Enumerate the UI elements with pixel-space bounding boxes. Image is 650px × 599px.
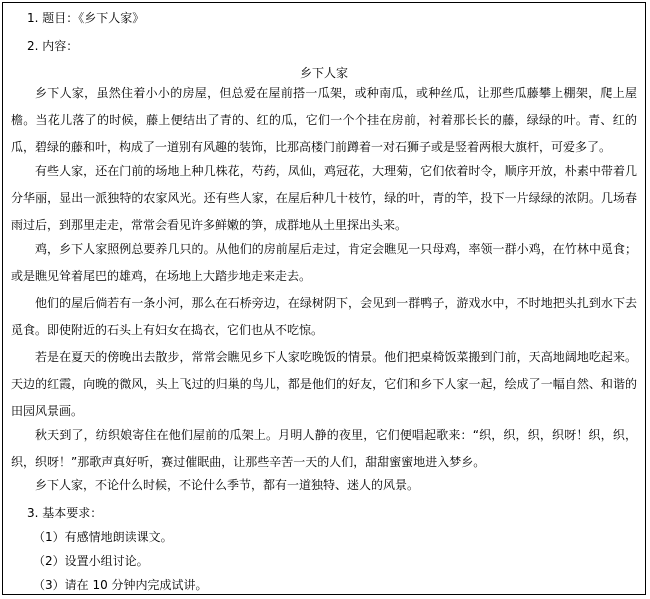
paragraph-4: 他们的屋后倘若有一条小河，那么在石桥旁边，在绿树阴下，会见到一群鸭子，游戏水中，不时地把头扎到水下去觅食。即使附近的石头上有妇女在捣衣，它们也从不吃惊。 xyxy=(11,296,637,338)
document-frame xyxy=(2,2,646,595)
paragraph-6: 秋天到了，纺织娘寄住在他们屋前的瓜架上。月明人静的夜里，它们便唱起歌来：“织，织，织，织呀！织，织，织，织呀！”那歌声真好听，赛过催眠曲，让那些辛苦一天的人们，甜甜蜜蜜地进入梦乡。 xyxy=(11,428,637,470)
heading-requirements: 3. 基本要求： xyxy=(27,506,103,520)
paragraph-3: 鸡，乡下人家照例总要养几只的。从他们的房前屋后走过，肯定会瞧见一只母鸡，率领一群小鸡，在竹林中觅食；或是瞧见耸着尾巴的雄鸡，在场地上大踏步地走来走去。 xyxy=(11,242,637,284)
paragraph-7: 乡下人家，不论什么时候，不论什么季节，都有一道独特、迷人的风景。 xyxy=(35,478,420,492)
paragraph-1: 乡下人家，虽然住着小小的房屋，但总爱在屋前搭一瓜架，或种南瓜，或种丝瓜，让那些瓜藤攀上棚架，爬上屋檐。当花儿落了的时候，藤上便结出了青的、红的瓜，它们一个个挂在房前，衬着那长长的藤，绿绿的叶。青、红的瓜，碧绿的藤和叶，构成了一道别有风趣的装饰，比那高楼门前蹲着一对石狮子或是竖着两根大旗杆，可爱多了。 xyxy=(11,86,637,155)
paragraph-5: 若是在夏天的傍晚出去散步，常常会瞧见乡下人家吃晚饭的情景。他们把桌椅饭菜搬到门前，天高地阔地吃起来。天边的红霞，向晚的微风，头上飞过的归巢的鸟儿，都是他们的好友，它们和乡下人家一起，绘成了一幅自然、和谐的田园风景画。 xyxy=(11,350,637,419)
heading-topic: 1. 题目：《乡下人家》 xyxy=(27,11,145,25)
heading-content: 2. 内容： xyxy=(27,39,79,53)
passage-title: 乡下人家 xyxy=(299,66,348,80)
requirement-1: （1）有感情地朗读课文。 xyxy=(33,530,173,544)
requirement-3: （3）请在 10 分钟内完成试讲。 xyxy=(33,578,208,592)
paragraph-2: 有些人家，还在门前的场地上种几株花，芍药，凤仙，鸡冠花，大理菊，它们依着时令，顺序开放，朴素中带着几分华丽，显出一派独特的农家风光。还有些人家，在屋后种几十枝竹，绿的叶，青的竿，投下一片绿绿的浓阴。几场春雨过后，到那里走走，常常会看见许多鲜嫩的笋，成群地从土里探出头来。 xyxy=(11,164,637,233)
requirement-2: （2）设置小组讨论。 xyxy=(33,554,149,568)
